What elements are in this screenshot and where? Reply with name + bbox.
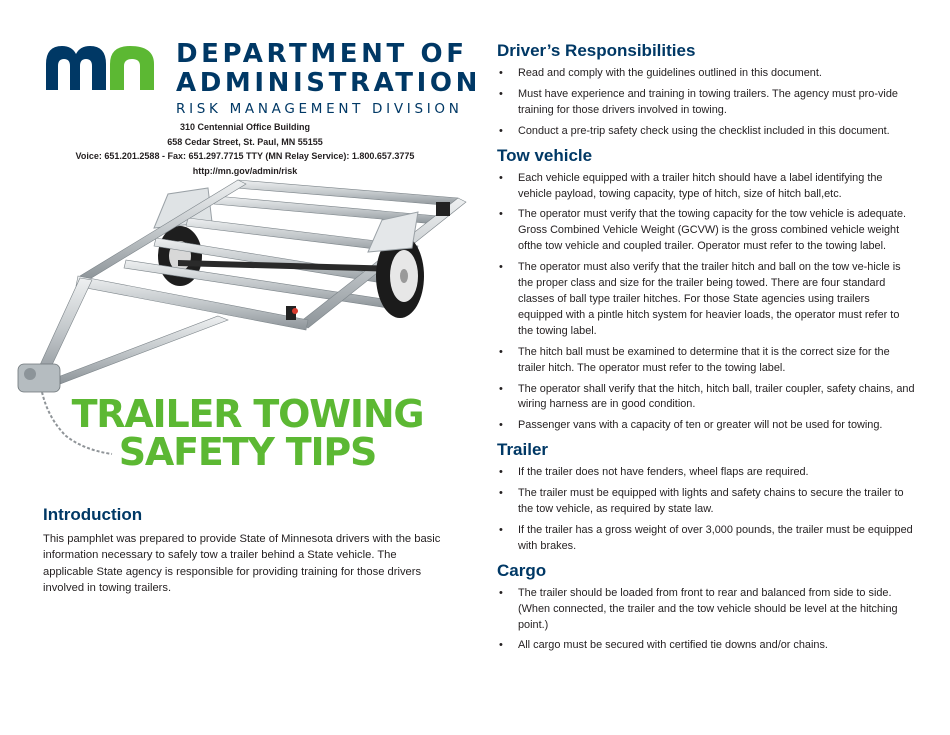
mn-logo-icon [42, 42, 160, 92]
list-item: • The trailer must be equipped with lights and safety chains to secure the trailer to the tow vehicle, as required by state law. [497, 486, 915, 518]
page-headline [40, 392, 455, 474]
list-item: • The operator must also verify that the trailer hitch and ball on the tow ve-hicle is the proper class and size for the trailer being towed. There are four standard classes of ball type trailer hitches. For those State agencies using trailers equipped with a pintle hitch system for heavier loads, the operator must refer to the towing label. [497, 260, 915, 340]
list-item: • The operator shall verify that the hitch, hitch ball, trailer coupler, safety chains, and wiring harness are in good condition. [497, 382, 915, 414]
list-item: • The operator must verify that the towing capacity for the tow vehicle is adequate. Gross Combined Vehicle Weight (GCVW) is the gross combined vehicle weight ofthe tow vehicle and coupled trailer. Operator must refer to the towing label. [497, 207, 915, 255]
introduction-text: This pamphlet was prepared to provide State of Minnesota drivers with the basic information necessary to safely tow a trailer behind a State vehicle. The applicable State agency is responsible for providing training for those drivers involved in towing trailers. [43, 533, 441, 594]
address-building: 310 Centennial Office Building [179, 122, 311, 132]
address-phones: Voice: 651.201.2588 - Fax: 651.297.7715 TTY (MN Relay Service): 1.800.657.3775 [75, 151, 415, 162]
list-item: • Passenger vans with a capacity of ten or greater will not be used for towing. [497, 418, 915, 434]
section-heading: Trailer [497, 440, 549, 460]
cargo-section [497, 560, 915, 655]
list-item: • Must have experience and training in towing trailers. The agency must pro-vide training for those drivers involved in towing. [497, 87, 915, 119]
department-name-line2: ADMINISTRATION [176, 68, 481, 98]
headline-line1: TRAILER TOWING [71, 392, 424, 436]
tow-vehicle-section [497, 145, 915, 435]
guidelines-column [497, 40, 915, 659]
address-url: http://mn.gov/admin/risk [192, 165, 298, 176]
bullet-list [497, 66, 915, 140]
list-item: • The hitch ball must be examined to determine that it is the correct size for the trailer hitch. The operator must refer to the towing label. [497, 345, 915, 377]
introduction-heading: Introduction [43, 505, 143, 524]
list-item: • The trailer should be loaded from front to rear and balanced from side to side. (When connected, the trailer and the tow vehicle should be level at the hitching point.) [497, 586, 915, 634]
bullet-list [497, 465, 915, 555]
list-item: • If the trailer has a gross weight of over 3,000 pounds, the trailer must be equipped with brakes. [497, 523, 915, 555]
bullet-list [497, 586, 915, 655]
section-heading: Driver’s Responsibilities [497, 41, 696, 60]
list-item: • Read and comply with the guidelines outlined in this document. [497, 66, 915, 82]
headline-line2: SAFETY TIPS [118, 430, 377, 474]
department-name-line1: DEPARTMENT OF [176, 39, 468, 69]
list-item: • Each vehicle equipped with a trailer hitch should have a label identifying the vehicle payload, towing capacity, type of hitch, size of hitch ball,etc. [497, 171, 915, 203]
bullet-list [497, 171, 915, 435]
trailer-section [497, 439, 915, 555]
list-item: • Conduct a pre-trip safety check using the checklist included in this document. [497, 124, 915, 140]
drivers-responsibilities-section [497, 40, 915, 140]
division-name: RISK MANAGEMENT DIVISION [176, 101, 463, 117]
address-street: 658 Cedar Street, St. Paul, MN 55155 [167, 136, 323, 147]
list-item: • If the trailer does not have fenders, wheel flaps are required. [497, 465, 915, 481]
list-item: • All cargo must be secured with certified tie downs and/or chains. [497, 638, 915, 654]
section-heading: Cargo [497, 560, 547, 580]
section-heading: Tow vehicle [497, 145, 593, 165]
department-wordmark [176, 39, 481, 117]
